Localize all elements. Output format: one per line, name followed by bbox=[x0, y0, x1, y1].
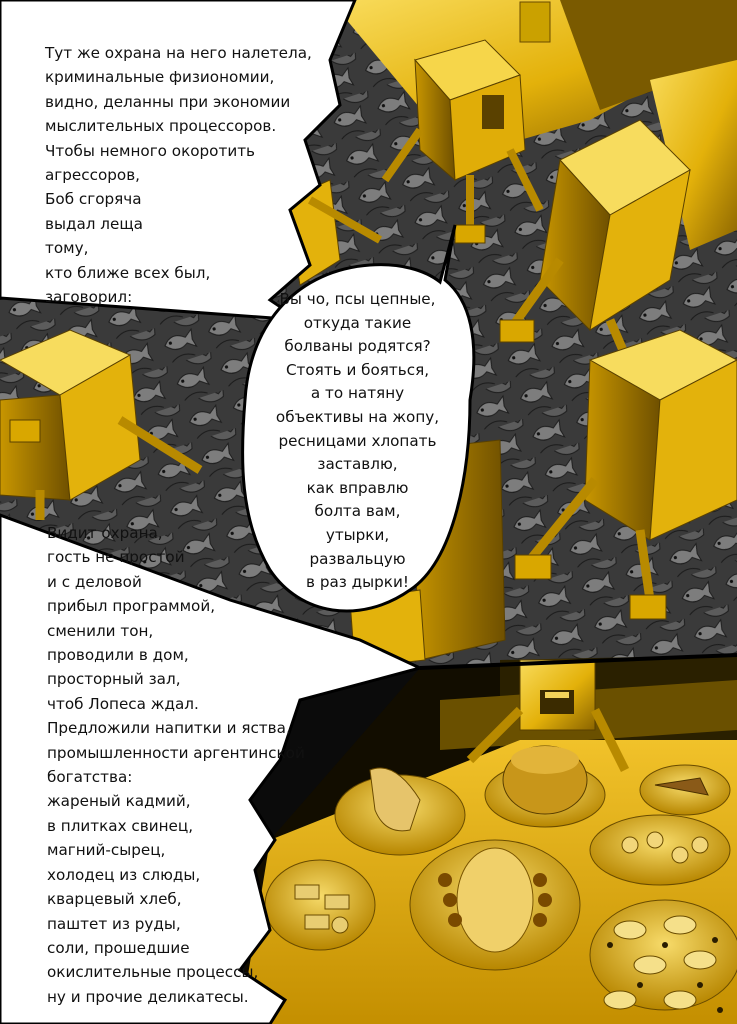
speech-line: Вы чо, псы цепные, bbox=[279, 290, 436, 308]
caption-line: промышленности аргентинской bbox=[47, 743, 305, 762]
caption-line: кто ближе всех был, bbox=[45, 263, 211, 282]
caption-line: Предложили напитки и яства, bbox=[47, 719, 291, 738]
caption-line: криминальные физиономии, bbox=[45, 68, 275, 87]
caption-line: Чтобы немного окоротить bbox=[45, 141, 255, 160]
caption-line: заговорил: bbox=[45, 288, 133, 307]
caption-line: и с деловой bbox=[47, 572, 142, 591]
speech-line: болваны родятся? bbox=[284, 337, 431, 356]
caption-line: видно, деланны при экономии bbox=[45, 92, 291, 111]
caption-line: Тут же охрана на него налетела, bbox=[45, 44, 312, 62]
top-caption bbox=[45, 41, 312, 309]
caption-line: выдал леща bbox=[45, 214, 143, 233]
speech-line: ресницами хлопать bbox=[278, 431, 437, 450]
caption-line: соли, прошедшие bbox=[47, 938, 190, 957]
caption-line: паштет из руды, bbox=[47, 914, 181, 933]
speech-line: болта вам, bbox=[314, 502, 401, 521]
caption-line: кварцевый хлеб, bbox=[47, 890, 182, 909]
bottom-panel-art bbox=[240, 655, 737, 1024]
speech-line: утырки, bbox=[325, 525, 390, 544]
caption-line: прибыл программой, bbox=[47, 597, 216, 616]
speech-line: развальцую bbox=[309, 549, 406, 568]
speech-line: а то натяну bbox=[310, 384, 405, 403]
caption-line: богатства: bbox=[47, 768, 133, 787]
caption-line: Видит охрана, bbox=[47, 524, 163, 542]
caption-line: мыслительных процессоров. bbox=[45, 117, 277, 136]
speech-line: откуда такие bbox=[303, 313, 412, 332]
caption-line: просторный зал, bbox=[47, 670, 181, 689]
caption-line: Боб сгоряча bbox=[45, 190, 142, 209]
speech-line: как вправлю bbox=[306, 478, 409, 497]
speech-line: объективы на жопу, bbox=[275, 407, 440, 426]
caption-line: жареный кадмий, bbox=[47, 792, 191, 811]
caption-line: тому, bbox=[45, 239, 89, 258]
caption-line: чтоб Лопеса ждал. bbox=[47, 694, 199, 713]
caption-line: гость не простой bbox=[47, 548, 185, 567]
caption-line: проводили в дом, bbox=[47, 646, 189, 665]
speech-line: в раз дырки! bbox=[306, 573, 409, 592]
caption-line: холодец из слюды, bbox=[47, 865, 201, 884]
caption-line: агрессоров, bbox=[45, 166, 140, 185]
speech-line: Стоять и бояться, bbox=[285, 360, 430, 379]
caption-line: сменили тон, bbox=[47, 621, 154, 640]
speech-line: заставлю, bbox=[317, 455, 398, 474]
bottom-caption bbox=[47, 521, 305, 1009]
caption-line: магний-сырец, bbox=[47, 841, 166, 860]
caption-line: в плитках свинец, bbox=[47, 816, 194, 835]
caption-line: окислительные процессы, bbox=[47, 963, 259, 982]
caption-line: ну и прочие деликатесы. bbox=[47, 987, 249, 1006]
